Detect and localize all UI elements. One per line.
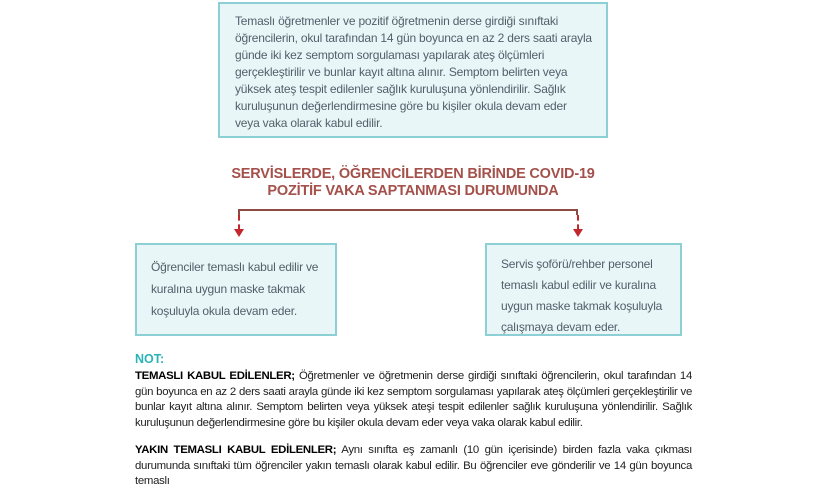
teachers-procedure-box [218,2,608,138]
note-close-contact-lead: YAKIN TEMASLI KABUL EDİLENLER; [135,444,337,456]
note-contact-body: Öğretmenler ve öğretmenin derse girdiği sınıftaki öğrencilerin, okul tarafından 14 gün boyunca en az 2 ders saati arayla günde iki kez semptom sorgulaması yapılarak ateş ölçümleri gerçekleştirilir ve bunlar kayıt altına alınır. Semptom belirten veya yüksek ateşi tespit edilenler sağlık kuruluşuna yönlendirilir. Sağlık kuruluşunun değerlendirmesine göre bu kişiler okula devam eder veya vaka olarak kabul edilir. [135,370,692,429]
teachers-procedure-text: Temaslı öğretmenler ve pozitif öğretmenin derse girdiği sınıftaki öğrencilerin, okul tarafından 14 gün boyunca en az 2 ders saati arayla günde iki kez semptom sorgulaması yapılarak ateş ölçümleri gerçekleştirilir ve bunlar kayıt altına alınır. Semptom belirten veya yüksek ateş tespit edilenler sağlık kuruluşuna yönlendirilir. Sağlık kuruluşunun değerlendirmesine göre bu kişiler okula devam eder veya vaka olarak kabul edilir. [235,14,592,130]
students-outcome-text: Öğrenciler temaslı kabul edilir ve kuralına uygun maske takmak koşuluyla okula devam eder. [151,260,319,318]
driver-outcome-text: Servis şoförü/rehber personel temaslı kabul edilir ve kuralına uygun maske takmak koşuluyla çalışmaya devam eder. [501,257,663,334]
note-close-contact-definition [135,443,692,490]
section-heading-line2: POZİTİF VAKA SAPTANMASI DURUMUNDA [267,183,559,199]
section-heading [213,166,613,200]
section-heading-line1: SERVİSLERDE, ÖĞRENCİLERDEN BİRİNDE COVID-19 [231,166,595,182]
note-label: NOT: [135,352,165,366]
left-dashed-connector [238,215,240,230]
connector-bracket [238,209,578,215]
driver-outcome-box [485,243,682,336]
note-close-contact-body: Aynı sınıfta eş zamanlı (10 gün içerisinde) birden fazla vaka çıkması durumunda sınıftaki tüm öğrenciler yakın temaslı olarak kabul edilir. Bu öğrenciler eve gönderilir ve 14 gün boyunca temaslı [135,444,692,487]
note-contact-definition [135,369,692,431]
right-arrow-down-icon [573,229,583,237]
right-dashed-connector [577,215,579,230]
left-arrow-down-icon [234,229,244,237]
note-contact-lead: TEMASLI KABUL EDİLENLER; [135,370,295,382]
students-outcome-box [135,243,337,336]
